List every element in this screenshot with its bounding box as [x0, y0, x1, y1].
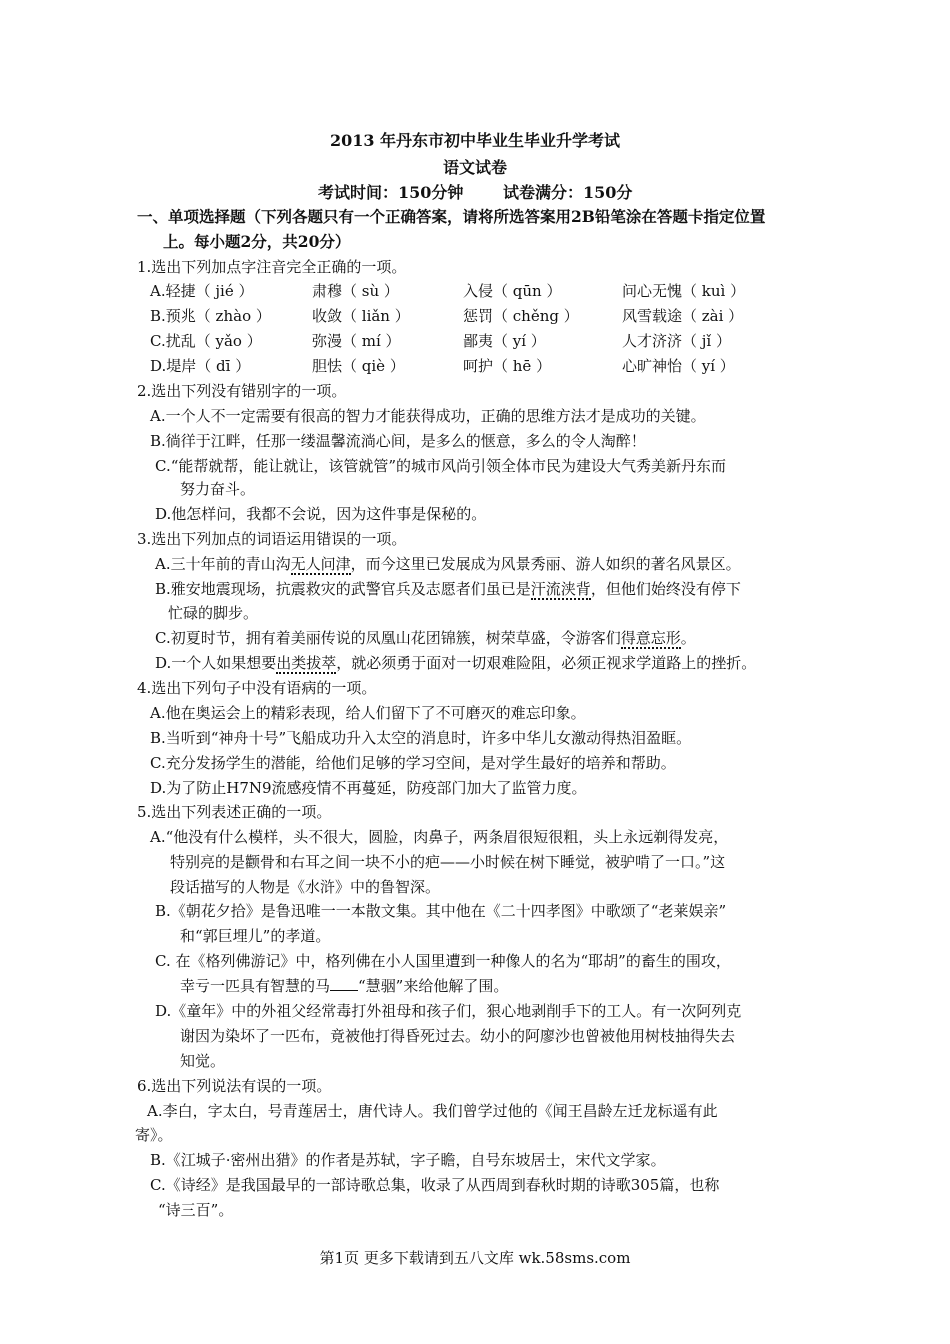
exam-subtitle: 语文试卷 — [442, 158, 507, 177]
q6-option-c-cont: “诗三百”。 — [158, 1201, 234, 1219]
q6-option-c: C.《诗经》是我国最早的一部诗歌总集，收录了从西周到春秋时期的诗歌305篇，也称 — [150, 1176, 720, 1194]
q1-stem: 1.选出下列加点字注音完全正确的一项。 — [137, 258, 407, 276]
q5-option-b-cont: 和“郭巨埋儿”的孝道。 — [180, 927, 331, 945]
q6-option-a: A.李白，字太白，号青莲居士，唐代诗人。我们曾学过他的《闻王昌龄左迁龙标遥有此 — [147, 1102, 718, 1120]
q2-option-b: B.徜徉于江畔，任那一缕温馨流淌心间，是多么的惬意，多么的令人淘醉！ — [150, 432, 646, 450]
q2-stem: 2.选出下列没有错别字的一项。 — [137, 382, 347, 400]
q3-option-b-cont: 忙碌的脚步。 — [168, 604, 259, 622]
q6-option-a-cont: 寄》。 — [135, 1126, 173, 1144]
q3-option-a: A.三十年前的青山沟无人问津，而今这里已发展成为风景秀丽、游人如织的著名风景区。 — [155, 555, 741, 573]
q5-option-a-cont2: 段话描写的人物是《水浒》中的鲁智深。 — [170, 878, 441, 896]
q6-stem: 6.选出下列说法有误的一项。 — [137, 1077, 332, 1095]
section-heading-cont: 上。每小题2分，共20分） — [163, 232, 351, 251]
q5-option-d-cont2: 知觉。 — [180, 1052, 226, 1070]
q5-stem: 5.选出下列表述正确的一项。 — [137, 803, 332, 821]
full-score: 试卷满分：150分 — [503, 183, 633, 202]
q4-option-d: D.为了防止H7N9流感疫情不再蔓延，防疫部门加大了监管力度。 — [150, 779, 587, 797]
q5-option-b: B.《朝花夕拾》是鲁迅唯一一本散文集。其中他在《二十四孝图》中歌颂了“老莱娱亲” — [155, 902, 727, 920]
section-heading: 一、单项选择题（下列各题只有一个正确答案，请将所选答案用2B铅笔涂在答题卡指定位置 — [137, 207, 766, 226]
q3-c-keyword: 得意忘形 — [620, 629, 681, 647]
exam-time: 考试时间：150分钟 — [318, 183, 464, 202]
q3-option-d: D.一个人如果想要出类拔萃，就必须勇于面对一切艰难险阻，必须正视求学道路上的挫折。 — [155, 654, 757, 672]
q4-option-a: A.他在奥运会上的精彩表现，给人们留下了不可磨灭的难忘印象。 — [150, 704, 586, 722]
q3-d-keyword: 出类拔萃 — [276, 654, 337, 672]
q5-option-a-cont1: 特别亮的是颧骨和右耳之间一块不小的疤——小时候在树下睡觉，被驴啃了一口。”这 — [170, 853, 726, 871]
underline-blank — [330, 990, 358, 991]
q3-option-b: B.雅安地震现场，抗震救灾的武警官兵及志愿者们虽已是汗流浃背，但他们始终没有停下 — [155, 580, 741, 598]
q5-option-c-cont: 幸亏一匹具有智慧的马 “慧骃”来给他解了围。 — [180, 977, 509, 995]
q4-option-c: C.充分发扬学生的潜能，给他们足够的学习空间，是对学生最好的培养和帮助。 — [150, 754, 676, 772]
q3-option-c: C.初夏时节，拥有着美丽传说的凤凰山花团锦簇，树荣草盛，令游客们得意忘形。 — [155, 629, 696, 647]
q2-option-c-cont: 努力奋斗。 — [180, 480, 256, 498]
q5-option-a: A.“他没有什么模样，头不很大，圆脸，肉鼻子，两条眉很短很粗，头上永远剃得发亮， — [150, 828, 729, 846]
page-footer: 第1页 更多下载请到五八文库 wk.58sms.com — [319, 1249, 631, 1267]
q2-option-a: A.一个人不一定需要有很高的智力才能获得成功，正确的思维方法才是成功的关键。 — [150, 407, 706, 425]
q5-option-d-cont1: 谢因为染坏了一匹布，竟被他打得昏死过去。幼小的阿廖沙也曾被他用树枝抽得失去 — [180, 1027, 736, 1045]
q4-option-b: B.当听到“神舟十号”飞船成功升入太空的消息时，许多中华儿女激动得热泪盈眶。 — [150, 729, 692, 747]
q2-option-d: D.他怎样问，我都不会说，因为这件事是保秘的。 — [155, 505, 487, 523]
q2-option-c: C.“能帮就帮，能让就让，该管就管”的城市风尚引领全体市民为建设大气秀美新丹东而 — [155, 457, 727, 475]
q4-stem: 4.选出下列句子中没有语病的一项。 — [137, 679, 377, 697]
q5-option-c: C. 在《格列佛游记》中，格列佛在小人国里遭到一种像人的名为“耶胡”的畜生的围攻， — [155, 952, 731, 970]
q3-b-keyword: 汗流浃背 — [530, 580, 591, 598]
q5-option-d: D.《童年》中的外祖父经常毒打外祖母和孩子们，狠心地剥削手下的工人。有一次阿列克 — [155, 1002, 742, 1020]
exam-title: 2013 年丹东市初中毕业生毕业升学考试 — [329, 131, 621, 150]
q3-stem: 3.选出下列加点的词语运用错误的一项。 — [137, 530, 407, 548]
q3-a-keyword: 无人问津 — [290, 555, 351, 573]
q6-option-b: B.《江城子·密州出猎》的作者是苏轼，字子瞻，自号东坡居士，宋代文学家。 — [150, 1151, 666, 1169]
